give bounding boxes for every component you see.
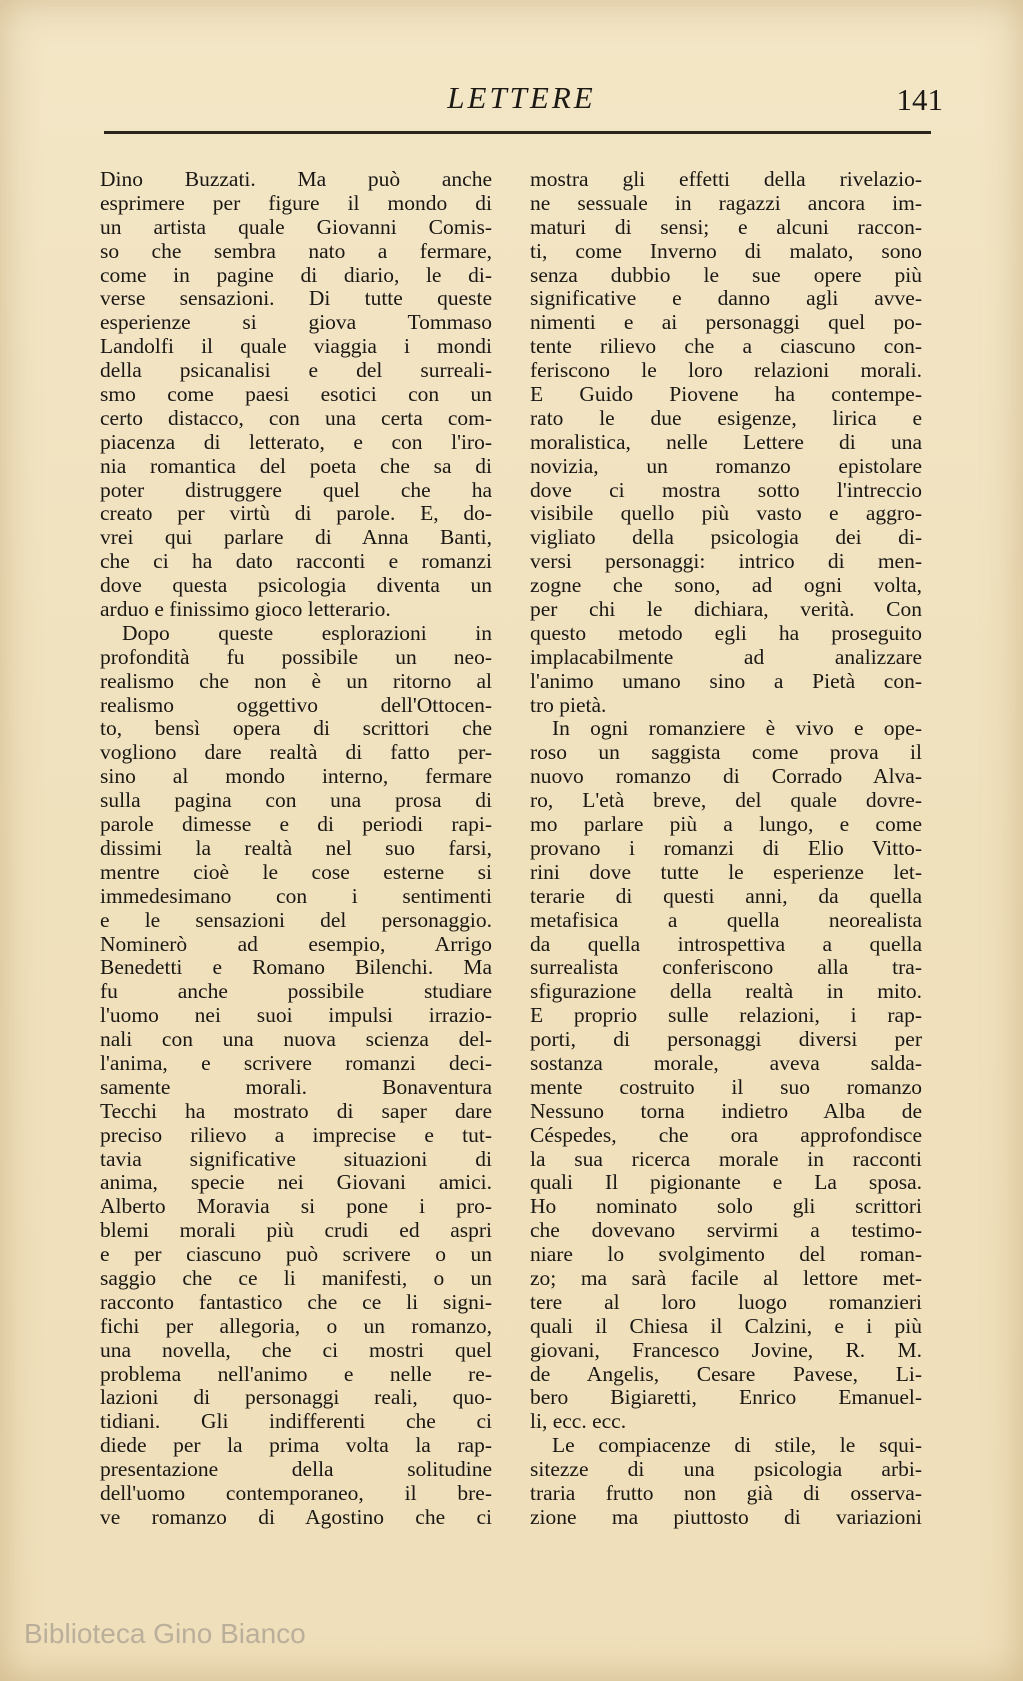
text-line: feriscono le loro relazioni morali. — [530, 359, 922, 383]
text-line: E proprio sulle relazioni, i rap- — [530, 1004, 922, 1028]
text-line: mentre cioè le cose esterne si — [100, 860, 492, 884]
text-line: Ho nominato solo gli scrittori — [530, 1195, 922, 1219]
left-column — [100, 168, 492, 1530]
text-line: mente costruito il suo romanzo — [530, 1075, 922, 1099]
text-line: dissimi la realtà nel suo farsi, — [100, 836, 492, 860]
text-line: novizia, un romanzo epistolare — [530, 454, 922, 478]
text-line: mostra gli effetti della rivelazio- — [530, 168, 922, 191]
text-line: ve romanzo di Agostino che ci — [100, 1505, 492, 1529]
text-line: rini dove tutte le esperienze let- — [530, 860, 922, 884]
text-line: senza dubbio le sue opere più — [530, 263, 922, 287]
text-line: e le sensazioni del personaggio. — [100, 908, 492, 932]
text-line: quali il Chiesa il Calzini, e i più — [530, 1314, 922, 1338]
text-line: metafisica a quella neorealista — [530, 908, 922, 932]
text-line: anima, specie nei Giovani amici. — [100, 1171, 492, 1195]
text-line: zogne che sono, ad ogni volta, — [530, 574, 922, 598]
text-line: dove ci mostra sotto l'intreccio — [530, 478, 922, 502]
text-line: parole dimesse e di periodi rapi- — [100, 813, 492, 837]
text-line: bero Bigiaretti, Enrico Emanuel- — [530, 1386, 922, 1410]
text-line: porti, di personaggi diversi per — [530, 1028, 922, 1052]
text-line: Céspedes, che ora approfondisce — [530, 1123, 922, 1147]
text-line: problema nell'animo e nelle re- — [100, 1362, 492, 1386]
text-line: profondità fu possibile un neo- — [100, 645, 492, 669]
text-line: lazioni di personaggi reali, quo- — [100, 1386, 492, 1410]
text-line: immedesimano con i sentimenti — [100, 884, 492, 908]
text-line: E Guido Piovene ha contempe- — [530, 383, 922, 407]
text-line: esperienze si giova Tommaso — [100, 311, 492, 335]
text-line: un artista quale Giovanni Comis- — [100, 215, 492, 239]
text-line: realismo oggettivo dell'Ottocen- — [100, 693, 492, 717]
text-line: poter distruggere quel che ha — [100, 478, 492, 502]
text-line: e per ciascuno può scrivere o un — [100, 1243, 492, 1267]
text-line: arduo e finissimo gioco letterario. — [100, 598, 391, 622]
text-line: giovani, Francesco Jovine, R. M. — [530, 1338, 922, 1362]
text-line: nimenti e ai personaggi quel po- — [530, 311, 922, 335]
text-line: sino al mondo interno, fermare — [100, 765, 492, 789]
running-title: LETTERE — [447, 80, 596, 115]
text-line: Tecchi ha mostrato di saper dare — [100, 1099, 492, 1123]
text-line: da quella introspettiva a quella — [530, 932, 922, 956]
text-line: Dopo queste esplorazioni in — [122, 621, 492, 645]
text-line: fichi per allegoria, o un romanzo, — [100, 1314, 492, 1338]
text-line: implacabilmente ad analizzare — [530, 645, 922, 669]
text-line: nia romantica del poeta che sa di — [100, 454, 492, 478]
text-line: zione ma piuttosto di variazioni — [530, 1505, 922, 1529]
text-line: Nominerò ad esempio, Arrigo — [100, 932, 492, 956]
text-line: In ogni romanziere è vivo e ope- — [552, 717, 922, 741]
text-line: tidiani. Gli indifferenti che ci — [100, 1410, 492, 1434]
text-line: vogliono dare realtà di fatto per- — [100, 741, 492, 765]
text-line: che ci ha dato racconti e romanzi — [100, 550, 492, 574]
text-line: to, bensì opera di scrittori che — [100, 717, 492, 741]
text-line: zo; ma sarà facile al lettore met- — [530, 1266, 922, 1290]
text-line: terarie di questi anni, da quella — [530, 884, 922, 908]
text-line: Dino Buzzati. Ma può anche — [100, 168, 492, 191]
text-line: sulla pagina con una prosa di — [100, 789, 492, 813]
text-line: visibile quello più vasto e aggro- — [530, 502, 922, 526]
text-line: traria frutto non già di osserva- — [530, 1481, 922, 1505]
text-line: certo distacco, con una certa com- — [100, 406, 492, 430]
text-line: ne sessuale in ragazzi ancora im- — [530, 191, 922, 215]
text-line: rato le due esigenze, lirica e — [530, 406, 922, 430]
text-line: che dovevano servirmi a testimo- — [530, 1219, 922, 1243]
text-line: creato per virtù di parole. E, do- — [100, 502, 492, 526]
text-line: roso un saggista come prova il — [530, 741, 922, 765]
text-line: quali Il pigionante e La sposa. — [530, 1171, 922, 1195]
text-line: provano i romanzi di Elio Vitto- — [530, 836, 922, 860]
text-line: nali con una nuova scienza del- — [100, 1028, 492, 1052]
text-line: questo metodo egli ha proseguito — [530, 621, 922, 645]
text-line: preciso rilievo a imprecise e tut- — [100, 1123, 492, 1147]
text-line: de Angelis, Cesare Pavese, Li- — [530, 1362, 922, 1386]
text-line: presentazione della solitudine — [100, 1458, 492, 1482]
text-line: realismo che non è un ritorno al — [100, 669, 492, 693]
text-line: vigliato della psicologia dei di- — [530, 526, 922, 550]
text-line: Alberto Moravia si pone i pro- — [100, 1195, 492, 1219]
text-line: nuovo romanzo di Corrado Alva- — [530, 765, 922, 789]
text-line: tro pietà. — [530, 693, 607, 717]
text-line: l'animo umano sino a Pietà con- — [530, 669, 922, 693]
text-line: fu anche possibile studiare — [100, 980, 492, 1004]
text-line: saggio che ce li manifesti, o un — [100, 1266, 492, 1290]
text-line: blemi morali più crudi ed aspri — [100, 1219, 492, 1243]
text-line: tere al loro luogo romanzieri — [530, 1290, 922, 1314]
text-line: della psicanalisi e del surreali- — [100, 359, 492, 383]
text-line: diede per la prima volta la rap- — [100, 1434, 492, 1458]
page-number: 141 — [896, 82, 943, 117]
text-line: l'anima, e scrivere romanzi deci- — [100, 1051, 492, 1075]
text-line: surrealista conferiscono alla tra- — [530, 956, 922, 980]
text-line: Nessuno torna indietro Alba de — [530, 1099, 922, 1123]
text-line: l'uomo nei suoi impulsi irrazio- — [100, 1004, 492, 1028]
text-line: versi personaggi: intrico di men- — [530, 550, 922, 574]
text-line: piacenza di letterato, e con l'iro- — [100, 430, 492, 454]
text-line: Landolfi il quale viaggia i mondi — [100, 335, 492, 359]
text-line: ti, come Inverno di malato, sono — [530, 239, 922, 263]
text-line: una novella, che ci mostri quel — [100, 1338, 492, 1362]
text-line: Benedetti e Romano Bilenchi. Ma — [100, 956, 492, 980]
text-line: tavia significative situazioni di — [100, 1147, 492, 1171]
text-line: verse sensazioni. Di tutte queste — [100, 287, 492, 311]
text-line: per chi le dichiara, verità. Con — [530, 598, 922, 622]
text-line: mo parlare più a lungo, e come — [530, 813, 922, 837]
text-line: smo come paesi esotici con un — [100, 383, 492, 407]
text-line: so che sembra nato a fermare, — [100, 239, 492, 263]
header-rule — [104, 131, 931, 134]
library-watermark: Biblioteca Gino Bianco — [24, 1618, 306, 1649]
text-line: vrei qui parlare di Anna Banti, — [100, 526, 492, 550]
text-line: dell'uomo contemporaneo, il bre- — [100, 1481, 492, 1505]
text-line: Le compiacenze di stile, le squi- — [552, 1434, 922, 1458]
text-line: niare lo svolgimento del roman- — [530, 1243, 922, 1267]
text-line: moralistica, nelle Lettere di una — [530, 430, 922, 454]
text-line: maturi di sensi; e alcuni raccon- — [530, 215, 922, 239]
text-line: tente rilievo che a ciascuno con- — [530, 335, 922, 359]
text-line: come in pagine di diario, le di- — [100, 263, 492, 287]
text-line: ro, L'età breve, del quale dovre- — [530, 789, 922, 813]
text-line: sitezze di una psicologia arbi- — [530, 1458, 922, 1482]
text-line: li, ecc. ecc. — [530, 1410, 627, 1434]
text-line: sostanza morale, aveva salda- — [530, 1051, 922, 1075]
text-line: samente morali. Bonaventura — [100, 1075, 492, 1099]
text-line: racconto fantastico che ce li signi- — [100, 1290, 492, 1314]
right-column — [530, 168, 922, 1530]
page-header — [100, 80, 943, 130]
text-line: significative e danno agli avve- — [530, 287, 922, 311]
text-line: dove questa psicologia diventa un — [100, 574, 492, 598]
text-line: sfigurazione della realtà in mito. — [530, 980, 922, 1004]
text-line: la sua ricerca morale in racconti — [530, 1147, 922, 1171]
text-line: esprimere per figure il mondo di — [100, 191, 492, 215]
